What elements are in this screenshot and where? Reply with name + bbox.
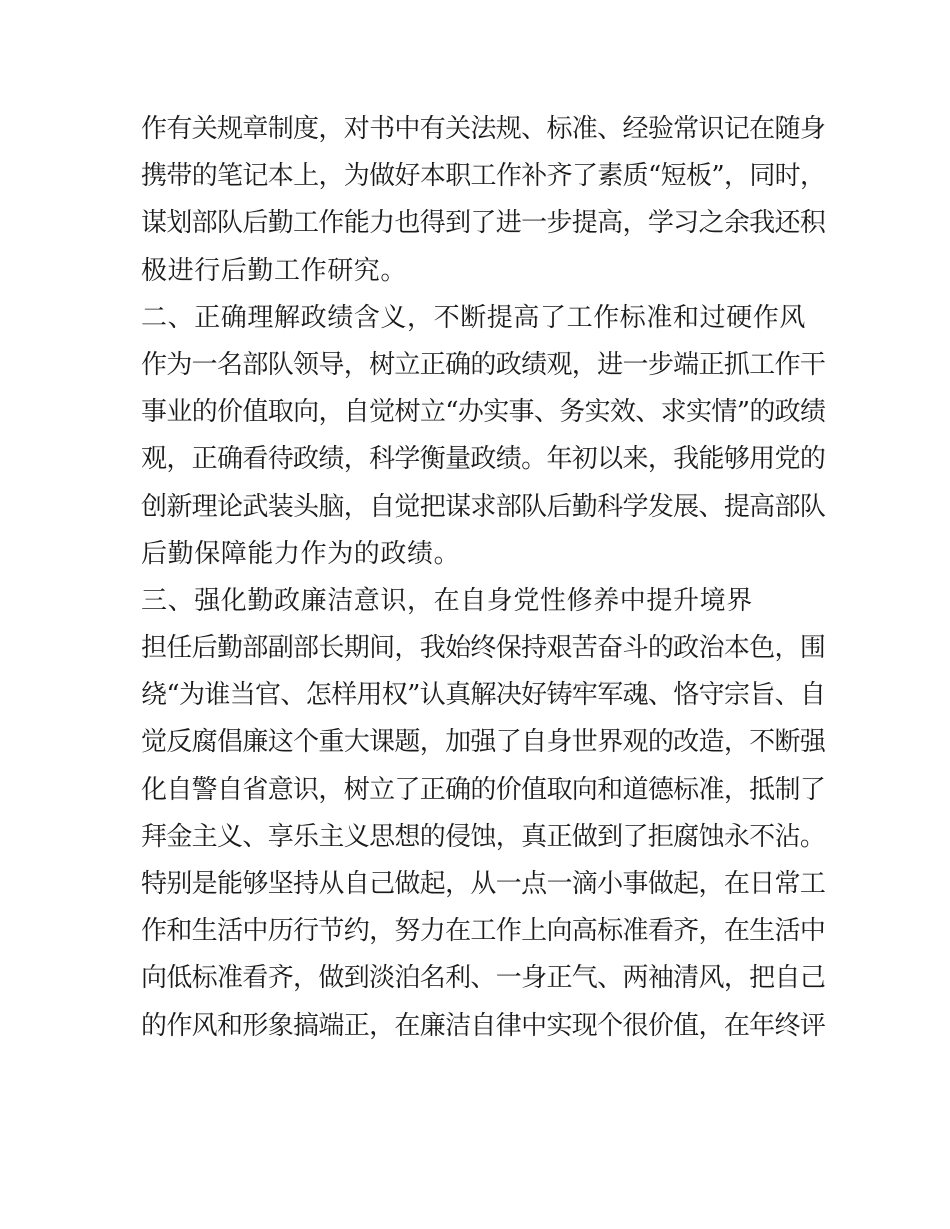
- text-line: 作有关规章制度，对书中有关法规、标准、经验常识记在随身: [141, 114, 826, 144]
- text-line: 创新理论武装头脑，自觉把谋求部队后勤科学发展、提高部队: [141, 491, 826, 522]
- text-line: 绕“为谁当官、怎样用权”认真解决好铸牢军魂、恪守宗旨、自: [141, 680, 826, 711]
- text-line: 极进行后勤工作研究。: [141, 255, 408, 286]
- text-line: 特别是能够坚持从自己做起，从一点一滴小事做起，在日常工: [141, 869, 826, 899]
- section-heading-2: 二、正确理解政绩含义，不断提高了工作标准和过硬作风: [141, 302, 807, 333]
- text-line: 携带的笔记本上，为做好本职工作补齐了素质“短板”，同时，: [141, 161, 826, 192]
- text-line: 觉反腐倡廉这个重大课题，加强了自身世界观的改造，不断强: [141, 727, 826, 758]
- text-line: 观，正确看待政绩，科学衡量政绩。年初以来，我能够用党的: [141, 444, 826, 475]
- text-line: 向低标准看齐，做到淡泊名利、一身正气、两袖清风，把自己: [141, 963, 826, 994]
- section-heading-3: 三、强化勤政廉洁意识，在自身党性修养中提升境界: [141, 585, 753, 616]
- text-line: 作为一名部队领导，树立正确的政绩观，进一步端正抓工作干: [141, 349, 826, 380]
- text-line: 事业的价值取向，自觉树立“办实事、务实效、求实情”的政绩: [141, 397, 826, 428]
- text-line: 拜金主义、享乐主义思想的侵蚀，真正做到了拒腐蚀永不沾。: [141, 821, 826, 852]
- text-line: 化自警自省意识，树立了正确的价值取向和道德标准，抵制了: [141, 774, 826, 805]
- text-line: 的作风和形象搞端正，在廉洁自律中实现个很价值，在年终评: [141, 1010, 826, 1041]
- text-line: 后勤保障能力作为的政绩。: [141, 538, 461, 569]
- text-line: 作和生活中历行节约，努力在工作上向高标准看齐，在生活中: [141, 916, 826, 947]
- document-body: [141, 106, 826, 1050]
- text-line: 谋划部队后勤工作能力也得到了进一步提高，学习之余我还积: [141, 208, 826, 239]
- text-line: 担任后勤部副部长期间，我始终保持艰苦奋斗的政治本色，围: [141, 633, 826, 664]
